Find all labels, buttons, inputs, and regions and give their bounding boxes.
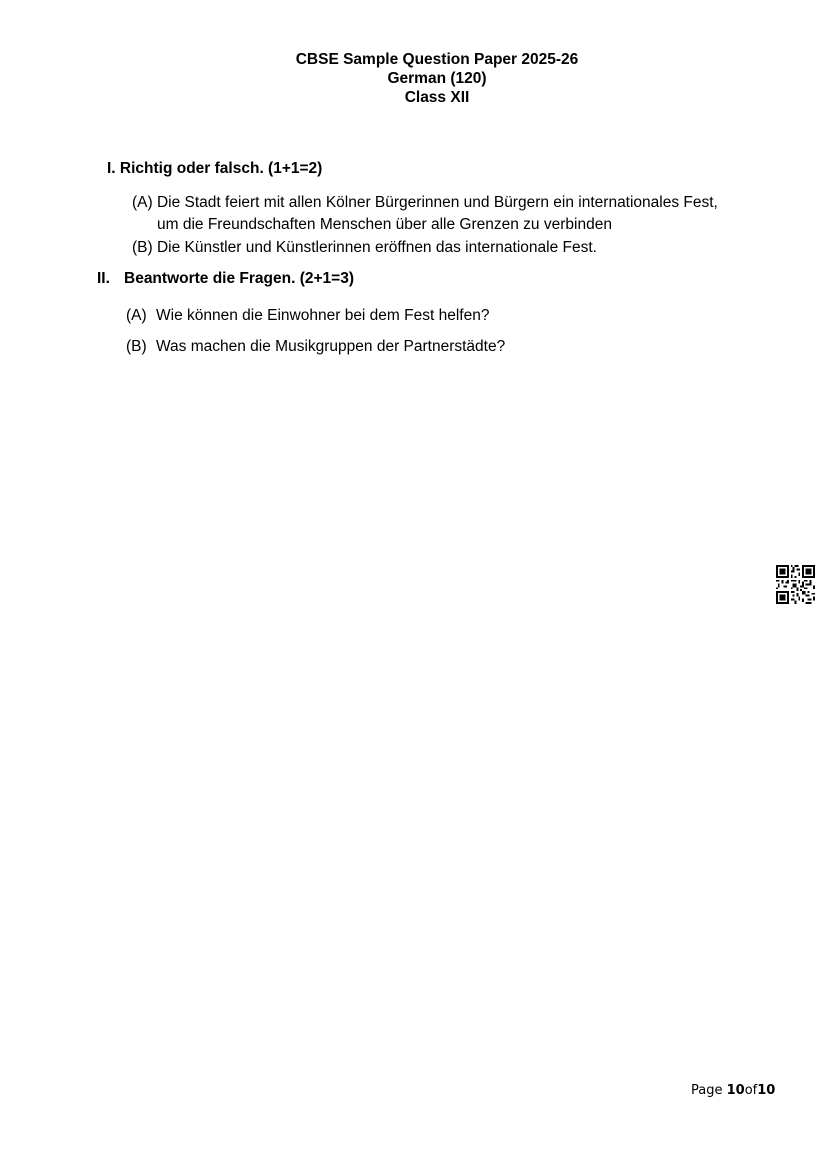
page-total: 10 <box>757 1083 776 1098</box>
item-letter: (A) <box>126 307 147 324</box>
page-label: Page <box>691 1083 727 1098</box>
section-1-item-a-line-1: (A) Die Stadt feiert mit allen Kölner Bürgerinnen und Bürgern ein internationales Fest, <box>132 194 718 211</box>
section-1-item-a-line-2: um die Freundschaften Menschen über alle Grenzen zu verbinden <box>157 216 612 233</box>
item-text: Wie können die Einwohner bei dem Fest helfen? <box>156 307 490 324</box>
page-of: of <box>744 1083 758 1098</box>
page-footer <box>691 1083 775 1098</box>
qr-code-icon <box>776 565 815 604</box>
item-letter: (B) <box>126 338 147 355</box>
header-class: Class XII <box>404 89 470 106</box>
section-2-item-b <box>126 338 505 356</box>
section-2-heading <box>97 270 354 288</box>
section-2-item-a <box>126 307 489 325</box>
section-2-title: Beantworte die Fragen. (2+1=3) <box>124 270 354 287</box>
header-subject: German (120) <box>387 70 487 87</box>
section-2-number: II. <box>97 270 110 287</box>
section-1-item-b: (B) Die Künstler und Künstlerinnen eröffnen das internationale Fest. <box>132 239 597 256</box>
item-text: Was machen die Musikgruppen der Partnerstädte? <box>156 338 506 355</box>
header-title: CBSE Sample Question Paper 2025-26 <box>295 51 579 68</box>
page-header <box>0 50 827 107</box>
section-1-heading: I. Richtig oder falsch. (1+1=2) <box>107 160 323 177</box>
page-current: 10 <box>726 1083 745 1098</box>
